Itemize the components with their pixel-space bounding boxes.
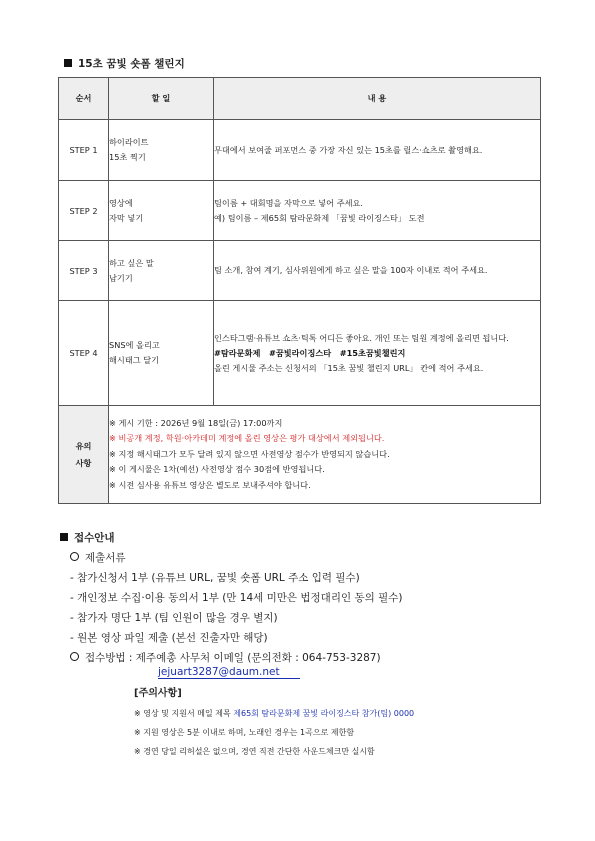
step-label: STEP 2 — [59, 181, 109, 241]
content-cell: 인스타그램·유튜브 쇼츠·틱톡 어디든 좋아요. 개인 또는 팀원 계정에 올리면 됩니다. #탐라문화제 #꿈빛라이징스타 #15초꿈빛챌린지 올린 게시물 주소는 신청서의 「15초 꿈빛 챌린지 URL」 칸에 적어 주세요. — [214, 301, 541, 406]
table-header-row — [59, 78, 541, 120]
docs-title: 제출서류 — [70, 548, 402, 568]
notice-item: ※ 이 게시물은 1차(예선) 사전영상 점수 30점에 반영됩니다. — [109, 464, 325, 475]
list-item: - 개인정보 수집·이용 동의서 1부 (만 14세 미만은 법정대리인 동의 필수) — [70, 592, 403, 604]
notice-item: ※ 지정 해시태그가 모두 달려 있지 않으면 사전영상 점수가 반영되지 않습니다. — [109, 448, 390, 459]
header-task: 할 일 — [109, 78, 214, 120]
notice-item: ※ 게시 기한 : 2026년 9월 18일(금) 17:00까지 — [109, 417, 283, 428]
notice-label: 유의 사항 — [59, 406, 109, 504]
email-link[interactable]: jejuart3287@daum.net — [158, 666, 300, 679]
hashtags: #탐라문화제 #꿈빛라이징스타 #15초꿈빛챌린지 — [214, 347, 406, 358]
table-row — [59, 301, 541, 406]
content-cell: 무대에서 보여줄 퍼포먼스 중 가장 자신 있는 15초를 릴스·쇼츠로 촬영해요. — [214, 120, 541, 181]
caution-item: ※ 영상 및 지원서 메일 제목 제65회 탐라문화제 꿈빛 라이징스타 참가(팀) 0000 — [134, 709, 415, 718]
task-cell: 하이라이트 15초 찍기 — [109, 120, 214, 181]
task-cell: SNS에 올리고 해시태그 달기 — [109, 301, 214, 406]
step-label: STEP 4 — [59, 301, 109, 406]
caution-item: ※ 경연 당일 리허설은 없으며, 경연 직전 간단한 사운드체크만 실시함 — [134, 747, 375, 756]
task-cell: 영상에 자막 넣기 — [109, 181, 214, 241]
challenge-table — [58, 77, 541, 504]
list-item: - 참가자 명단 1부 (팀 인원이 많을 경우 별지) — [70, 612, 278, 624]
method: 접수방법 : 제주예총 사무처 이메일 (문의전화 : 064-753-3287) — [70, 648, 402, 668]
content-cell: 팀이름 + 대회명을 자막으로 넣어 주세요. 예) 팀이름 – 제65회 탐라문화제 「꿈빛 라이징스타」 도전 — [214, 181, 541, 241]
list-item: - 원본 영상 파일 제출 (본선 진출자만 해당) — [70, 632, 268, 644]
step-label: STEP 3 — [59, 241, 109, 301]
table-row — [59, 120, 541, 181]
receipt-details — [70, 548, 402, 668]
content-cell: 팀 소개, 참여 계기, 심사위원에게 하고 싶은 말을 100자 이내로 적어 주세요. — [214, 241, 541, 301]
receipt-section-title: 접수안내 — [60, 530, 115, 545]
notice-row — [59, 406, 541, 504]
caution-list — [134, 704, 414, 761]
notice-item: ※ 시전 심사용 유튜브 영상은 별도로 보내주셔야 합니다. — [109, 479, 311, 490]
list-item: - 참가신청서 1부 (유튜브 URL, 꿈빛 숏폼 URL 주소 입력 필수) — [70, 572, 360, 584]
task-cell: 하고 싶은 말 남기기 — [109, 241, 214, 301]
square-bullet-icon — [60, 533, 68, 541]
notice-list — [109, 406, 541, 504]
challenge-section-title: 15초 꿈빛 숏폼 챌린지 — [64, 56, 185, 71]
notice-item: ※ 비공개 계정, 학원·아카데미 계정에 올린 영상은 평가 대상에서 제외됩니다. — [109, 433, 385, 444]
header-content: 내 용 — [214, 78, 541, 120]
caution-item: ※ 지원 영상은 5분 이내로 하며, 노래인 경우는 1곡으로 제한함 — [134, 728, 355, 737]
table-row — [59, 241, 541, 301]
header-order: 순서 — [59, 78, 109, 120]
step-label: STEP 1 — [59, 120, 109, 181]
circle-bullet-icon — [70, 552, 79, 561]
square-bullet-icon — [64, 59, 72, 67]
circle-bullet-icon — [70, 652, 79, 661]
caution-title: [주의사항] — [134, 688, 182, 699]
table-row — [59, 181, 541, 241]
